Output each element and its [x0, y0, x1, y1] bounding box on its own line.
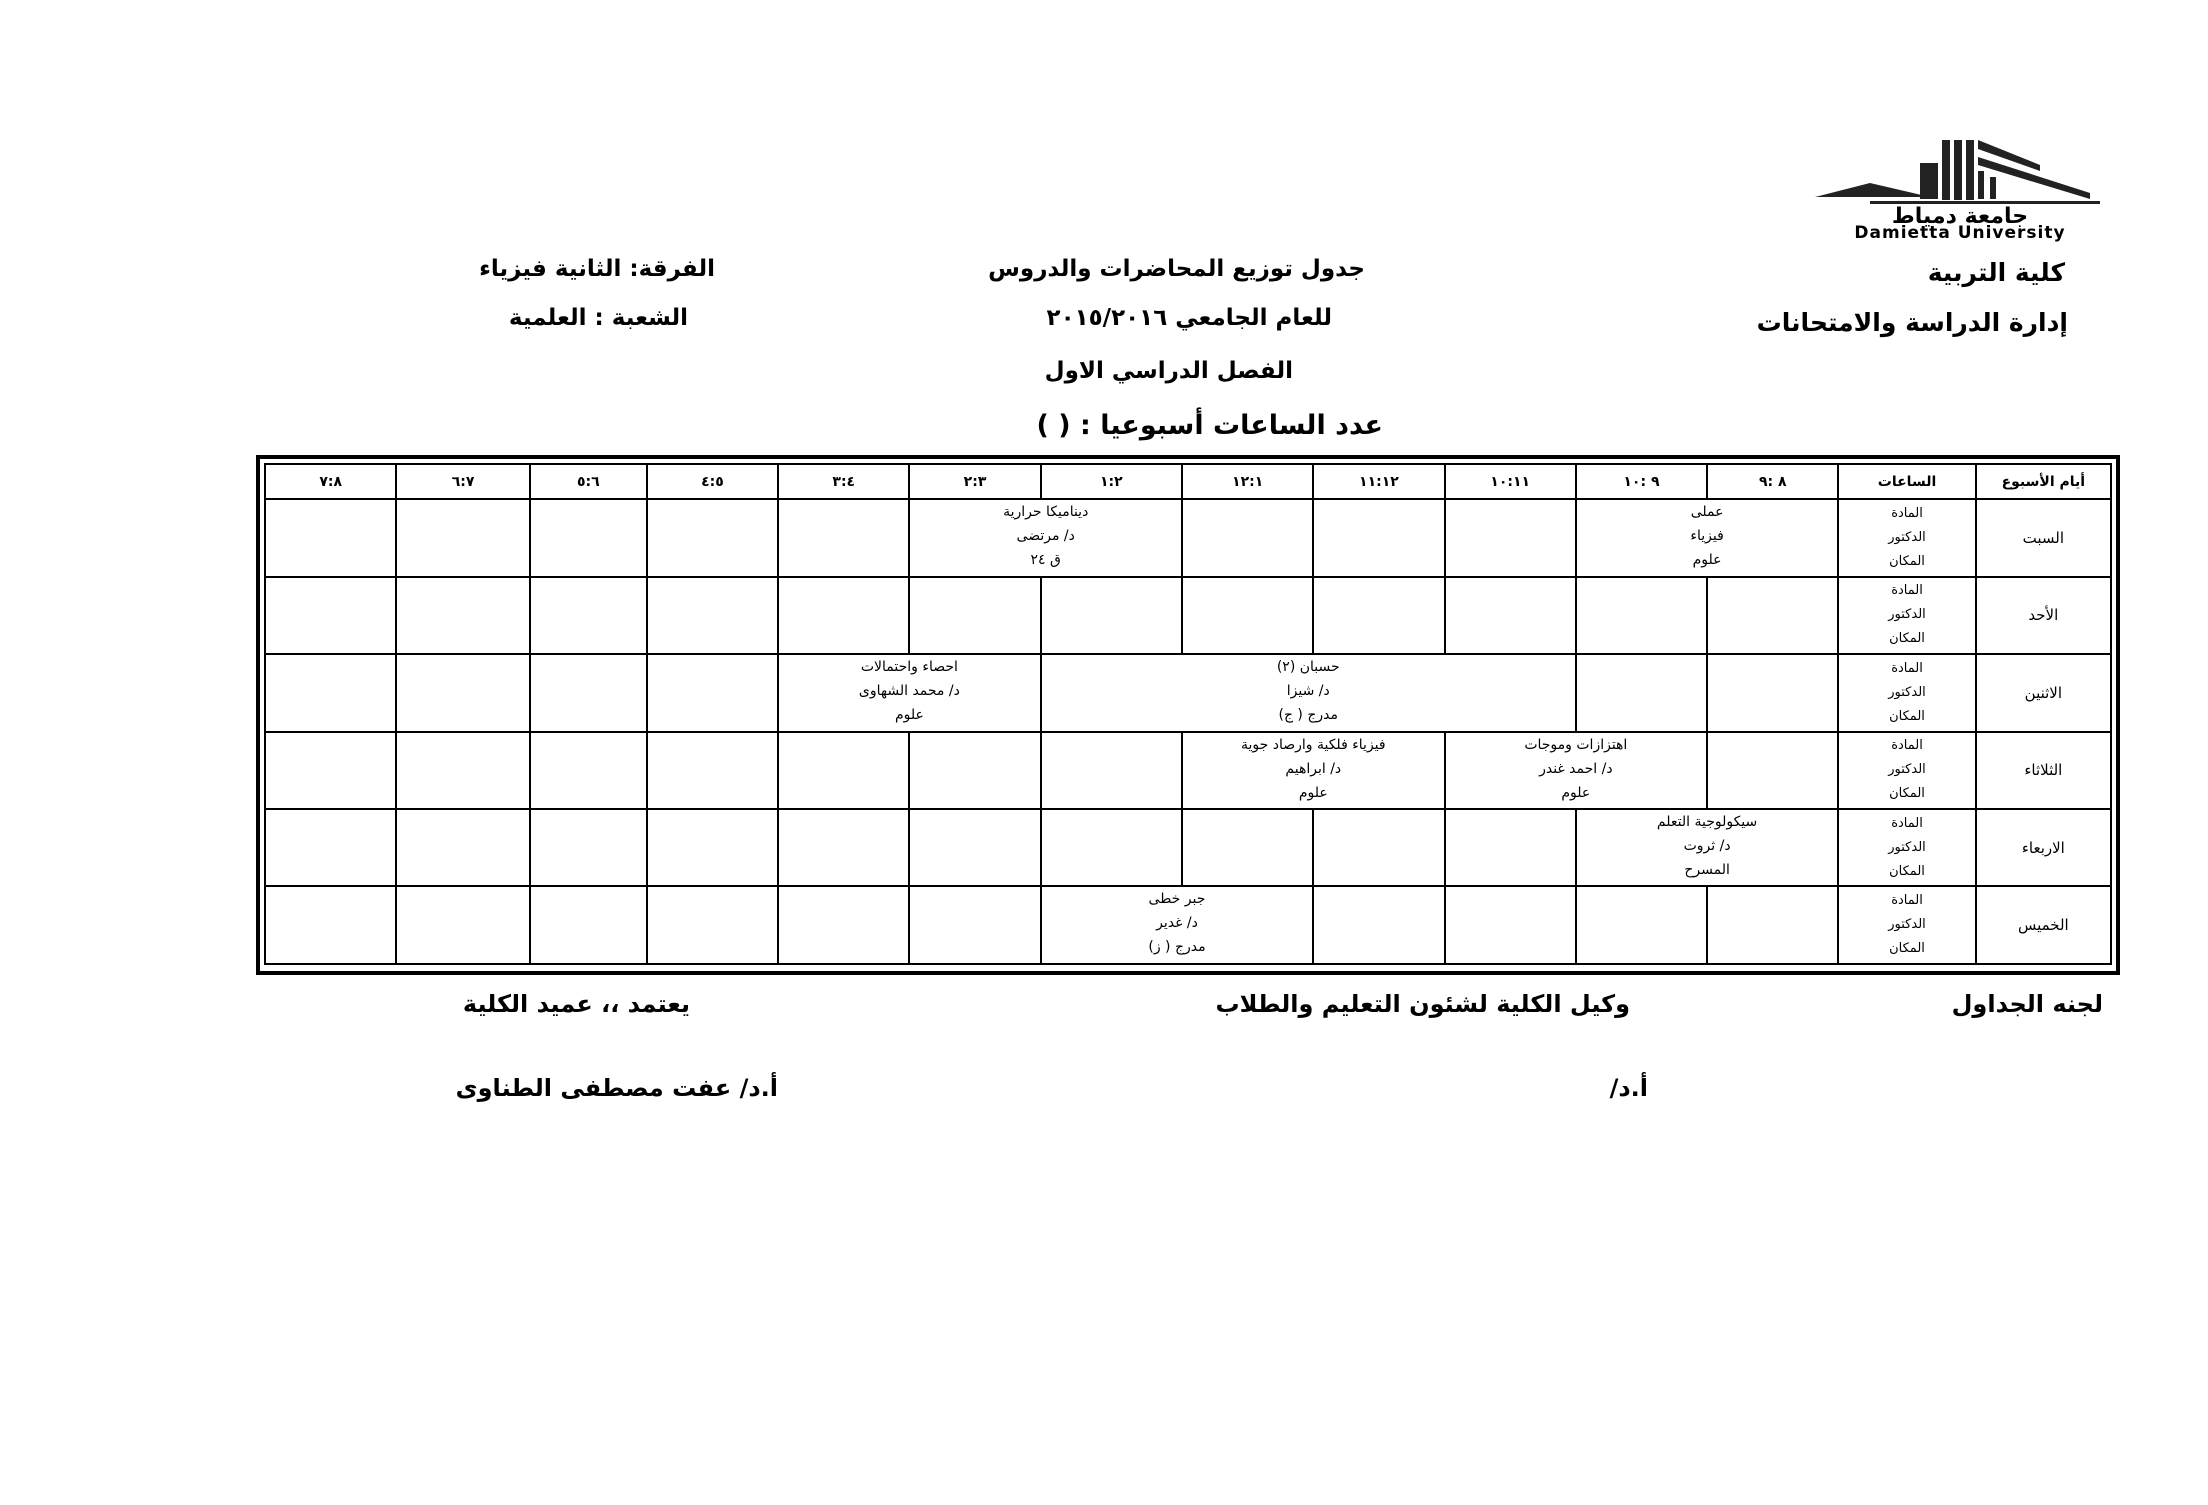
empty-cell — [1041, 732, 1182, 809]
empty-cell — [1313, 886, 1444, 964]
empty-cell — [778, 886, 909, 964]
empty-cell — [530, 577, 647, 654]
empty-cell — [647, 499, 778, 576]
empty-cell — [396, 654, 529, 731]
empty-cell — [265, 886, 396, 964]
empty-cell — [909, 732, 1040, 809]
empty-cell — [530, 654, 647, 731]
empty-cell — [396, 732, 529, 809]
day-row-tuesday — [265, 732, 2111, 809]
slot-header: ١١:١٢ — [1313, 464, 1444, 499]
department-name: إدارة الدراسة والامتحانات — [1756, 308, 2068, 337]
day-label: الأحد — [1976, 577, 2111, 654]
day-header: أيام الأسبوع — [1976, 464, 2111, 499]
semester: الفصل الدراسي الاول — [1044, 358, 1293, 384]
day-label: الثلاثاء — [1976, 732, 2111, 809]
day-row-wednesday — [265, 809, 2111, 886]
schedule-table — [264, 463, 2112, 965]
empty-cell — [1313, 577, 1444, 654]
empty-cell — [1182, 809, 1313, 886]
empty-cell — [778, 499, 909, 576]
hours-header: الساعات — [1838, 464, 1975, 499]
empty-cell — [1576, 654, 1707, 731]
schedule-entry: فيزياء فلكية وارصاد جوية د/ ابراهيم علوم — [1182, 732, 1445, 809]
vice-dean-signature: أ.د/ — [1609, 1074, 1648, 1102]
empty-cell — [647, 654, 778, 731]
empty-cell — [778, 809, 909, 886]
empty-cell — [647, 886, 778, 964]
empty-cell — [909, 886, 1040, 964]
row-labels: المادة الدكتور المكان — [1838, 732, 1975, 809]
logo-arabic-text: جامعة دمياط — [1891, 204, 2029, 227]
empty-cell — [1182, 577, 1313, 654]
header-row — [265, 464, 2111, 499]
row-labels: المادة الدكتور المكان — [1838, 809, 1975, 886]
schedule-entry: اهتزازات وموجات د/ احمد غندر علوم — [1445, 732, 1708, 809]
empty-cell — [647, 809, 778, 886]
slot-header: ٥:٦ — [530, 464, 647, 499]
day-label: الخميس — [1976, 886, 2111, 964]
schedule-table-frame — [256, 455, 2120, 975]
day-label: السبت — [1976, 499, 2111, 576]
empty-cell — [1313, 499, 1444, 576]
empty-cell — [1041, 577, 1182, 654]
empty-cell — [1041, 809, 1182, 886]
empty-cell — [1576, 577, 1707, 654]
day-row-thursday — [265, 886, 2111, 964]
university-building-logo-icon — [1810, 135, 2110, 227]
day-label: الاثنين — [1976, 654, 2111, 731]
empty-cell — [265, 654, 396, 731]
day-row-saturday — [265, 499, 2111, 576]
empty-cell — [396, 499, 529, 576]
empty-cell — [396, 577, 529, 654]
day-row-sunday — [265, 577, 2111, 654]
empty-cell — [1707, 732, 1838, 809]
empty-cell — [530, 732, 647, 809]
empty-cell — [396, 886, 529, 964]
dean-signature: أ.د/ عفت مصطفى الطناوى — [455, 1074, 778, 1102]
empty-cell — [647, 577, 778, 654]
empty-cell — [1707, 886, 1838, 964]
empty-cell — [265, 499, 396, 576]
slot-header: ٨ :٩ — [1707, 464, 1838, 499]
schedule-entry: جبر خطى د/ غدير مدرج ( ز) — [1041, 886, 1314, 964]
row-labels: المادة الدكتور المكان — [1838, 499, 1975, 576]
slot-header: ٦:٧ — [396, 464, 529, 499]
weekly-hours: عدد الساعات أسبوعيا : ( ) — [1036, 410, 1383, 441]
empty-cell — [647, 732, 778, 809]
schedule-entry: عملى فيزياء علوم — [1576, 499, 1839, 576]
schedule-entry: احصاء واحتمالات د/ محمد الشهاوى علوم — [778, 654, 1041, 731]
empty-cell — [530, 809, 647, 886]
empty-cell — [778, 577, 909, 654]
college-name: كلية التربية — [1927, 258, 2065, 287]
day-label: الاربعاء — [1976, 809, 2111, 886]
empty-cell — [1445, 499, 1576, 576]
schedule-entry: ديناميكا حرارية د/ مرتضى ق ٢٤ — [909, 499, 1182, 576]
schedule-title: جدول توزيع المحاضرات والدروس — [988, 256, 1365, 282]
slot-header: ٣:٤ — [778, 464, 909, 499]
schedule-entry: حسبان (٢) د/ شيزا مدرج ( ج) — [1041, 654, 1576, 731]
academic-year: للعام الجامعي ٢٠١٥/٢٠١٦ — [1046, 305, 1332, 331]
slot-header: ١٠:١١ — [1445, 464, 1576, 499]
empty-cell — [1445, 577, 1576, 654]
empty-cell — [265, 732, 396, 809]
empty-cell — [530, 499, 647, 576]
university-logo — [1810, 135, 2110, 250]
committee-label: لجنه الجداول — [1951, 990, 2103, 1018]
empty-cell — [909, 809, 1040, 886]
vice-dean-label: وكيل الكلية لشئون التعليم والطلاب — [1215, 990, 1630, 1018]
empty-cell — [1707, 654, 1838, 731]
division-label: الشعبة : العلمية — [508, 305, 688, 331]
level-label: الفرقة: الثانية فيزياء — [479, 256, 715, 282]
empty-cell — [1707, 577, 1838, 654]
dean-approval-label: يعتمد ،، عميد الكلية — [462, 990, 690, 1018]
slot-header: ١:٢ — [1041, 464, 1182, 499]
empty-cell — [1182, 499, 1313, 576]
empty-cell — [265, 577, 396, 654]
empty-cell — [396, 809, 529, 886]
empty-cell — [1445, 886, 1576, 964]
empty-cell — [1445, 809, 1576, 886]
row-labels: المادة الدكتور المكان — [1838, 654, 1975, 731]
row-labels: المادة الدكتور المكان — [1838, 577, 1975, 654]
slot-header: ٢:٣ — [909, 464, 1040, 499]
slot-header: ٧:٨ — [265, 464, 396, 499]
slot-header: ٤:٥ — [647, 464, 778, 499]
empty-cell — [1576, 886, 1707, 964]
slot-header: ١٢:١ — [1182, 464, 1313, 499]
row-labels: المادة الدكتور المكان — [1838, 886, 1975, 964]
empty-cell — [778, 732, 909, 809]
schedule-entry: سيكولوجية التعلم د/ ثروت المسرح — [1576, 809, 1839, 886]
empty-cell — [909, 577, 1040, 654]
logo-english-text: Damietta University — [1854, 223, 2066, 243]
empty-cell — [530, 886, 647, 964]
empty-cell — [265, 809, 396, 886]
empty-cell — [1313, 809, 1444, 886]
slot-header: ٩ :١٠ — [1576, 464, 1707, 499]
day-row-monday — [265, 654, 2111, 731]
